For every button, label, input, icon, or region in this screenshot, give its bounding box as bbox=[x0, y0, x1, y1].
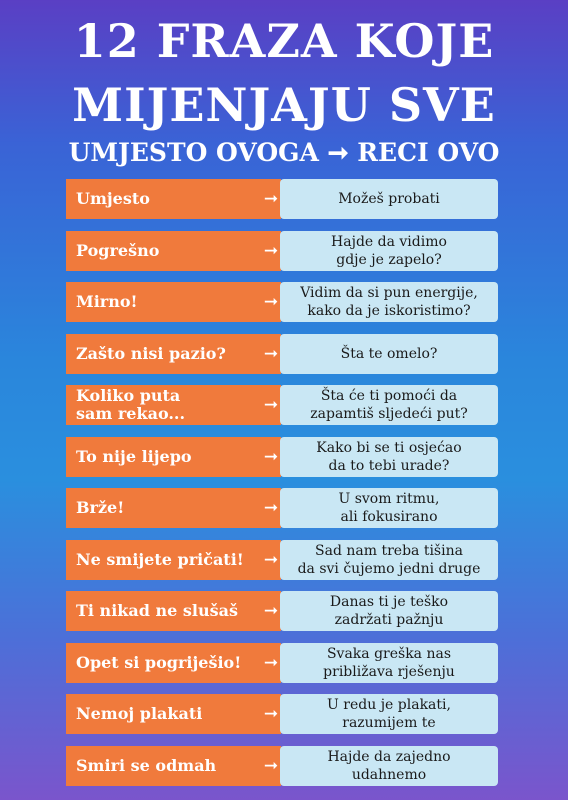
instead-phrase-line: Pogrešno bbox=[76, 240, 160, 260]
phrase-row bbox=[66, 282, 498, 322]
phrase-row bbox=[66, 385, 498, 425]
phrase-row bbox=[66, 540, 498, 580]
phrase-row bbox=[66, 231, 498, 271]
instead-phrase-line: Mirno! bbox=[76, 292, 138, 311]
phrase-row bbox=[66, 179, 498, 219]
instead-phrase bbox=[66, 282, 281, 322]
say-this-phrase bbox=[280, 437, 498, 477]
arrow-right-icon: ➞ bbox=[263, 189, 279, 209]
instead-phrase bbox=[66, 437, 281, 477]
instead-phrase-line: sam rekao... bbox=[76, 404, 186, 423]
arrow-right-icon: ➞ bbox=[263, 549, 279, 570]
instead-phrase bbox=[66, 643, 281, 683]
say-this-phrase bbox=[280, 385, 498, 425]
instead-phrase bbox=[66, 334, 281, 374]
instead-phrase-line: Umjesto bbox=[76, 189, 150, 208]
say-this-phrase-line: kako da je iskoristimo? bbox=[307, 303, 471, 319]
say-this-phrase-line: Šta te omelo? bbox=[340, 345, 438, 362]
say-this-phrase-line: Hajde da zajedno bbox=[327, 748, 451, 765]
phrase-row bbox=[66, 643, 498, 683]
arrow-right-icon: ➞ bbox=[263, 601, 279, 621]
arrow-right-icon: ➞ bbox=[263, 498, 279, 518]
phrase-row bbox=[66, 591, 498, 631]
say-this-phrase-line: da to tebi urade? bbox=[328, 457, 450, 474]
say-this-phrase bbox=[280, 334, 498, 374]
say-this-phrase bbox=[280, 179, 498, 219]
say-this-phrase bbox=[280, 488, 498, 528]
say-this-phrase bbox=[280, 694, 498, 734]
instead-phrase-line: Ti nikad ne slušaš bbox=[76, 601, 238, 620]
say-this-phrase-line: razumijem te bbox=[342, 715, 436, 731]
phrase-row bbox=[66, 437, 498, 477]
say-this-phrase bbox=[280, 231, 498, 271]
say-this-phrase bbox=[280, 591, 498, 631]
arrow-right-icon: ➞ bbox=[263, 652, 279, 673]
subtitle: UMJESTO OVOGA ➞ RECI OVO bbox=[68, 138, 500, 167]
say-this-phrase-line: Možeš probati bbox=[338, 191, 440, 207]
instead-phrase-line: Smiri se odmah bbox=[76, 755, 217, 775]
arrow-right-icon: ➞ bbox=[263, 240, 279, 261]
instead-phrase-line: Brže! bbox=[76, 498, 125, 517]
say-this-phrase bbox=[280, 746, 498, 786]
say-this-phrase bbox=[280, 643, 498, 683]
say-this-phrase-line: udahnemo bbox=[351, 766, 427, 783]
instead-phrase bbox=[66, 694, 281, 734]
instead-phrase bbox=[66, 385, 281, 425]
instead-phrase bbox=[66, 540, 281, 580]
say-this-phrase bbox=[280, 282, 498, 322]
say-this-phrase-line: približava rješenju bbox=[323, 663, 455, 680]
instead-phrase bbox=[66, 591, 281, 631]
say-this-phrase-line: ali fokusirano bbox=[340, 509, 438, 525]
instead-phrase bbox=[66, 488, 281, 528]
instead-phrase-line: Koliko puta bbox=[76, 386, 181, 405]
say-this-phrase-line: Hajde da vidimo bbox=[331, 233, 447, 250]
say-this-phrase-line: Danas ti je teško bbox=[329, 594, 449, 610]
arrow-right-icon: ➞ bbox=[263, 446, 279, 467]
instead-phrase-line: Zašto nisi pazio? bbox=[76, 343, 226, 363]
instead-phrase bbox=[66, 746, 281, 786]
say-this-phrase-line: gdje je zapelo? bbox=[336, 251, 442, 268]
instead-phrase-line: Opet si pogriješio! bbox=[76, 652, 242, 672]
arrow-right-icon: ➞ bbox=[263, 395, 279, 415]
say-this-phrase-line: Svaka greška nas bbox=[326, 645, 452, 662]
instead-phrase-line: To nije lijepo bbox=[76, 446, 192, 466]
arrow-right-icon: ➞ bbox=[263, 755, 279, 776]
say-this-phrase-line: U svom ritmu, bbox=[338, 491, 440, 507]
phrase-row bbox=[66, 746, 498, 786]
say-this-phrase-line: Šta će ti pomoći da bbox=[320, 388, 458, 404]
say-this-phrase bbox=[280, 540, 498, 580]
phrase-row bbox=[66, 334, 498, 374]
say-this-phrase-line: U redu je plakati, bbox=[327, 697, 451, 713]
instead-phrase bbox=[66, 231, 281, 271]
title-line-2: MIJENJAJU SVE bbox=[72, 78, 496, 132]
instead-phrase-line: Ne smijete pričati! bbox=[76, 549, 244, 569]
say-this-phrase-line: Kako bi se ti osjećao bbox=[316, 439, 462, 456]
title-line-1: 12 FRAZA KOJE bbox=[73, 14, 495, 68]
say-this-phrase-line: Vidim da si pun energije, bbox=[300, 285, 478, 301]
phrase-row bbox=[66, 694, 498, 734]
instead-phrase bbox=[66, 179, 281, 219]
say-this-phrase-line: zapamtiš sljedeći put? bbox=[310, 406, 468, 422]
instead-phrase-line: Nemoj plakati bbox=[76, 704, 203, 723]
phrase-row bbox=[66, 488, 498, 528]
say-this-phrase-line: Sad nam treba tišina bbox=[315, 542, 463, 559]
say-this-phrase-line: zadržati pažnju bbox=[334, 612, 444, 628]
arrow-right-icon: ➞ bbox=[263, 292, 279, 312]
say-this-phrase-line: da svi čujemo jedni druge bbox=[297, 560, 481, 577]
arrow-right-icon: ➞ bbox=[263, 704, 279, 724]
arrow-right-icon: ➞ bbox=[263, 343, 279, 364]
